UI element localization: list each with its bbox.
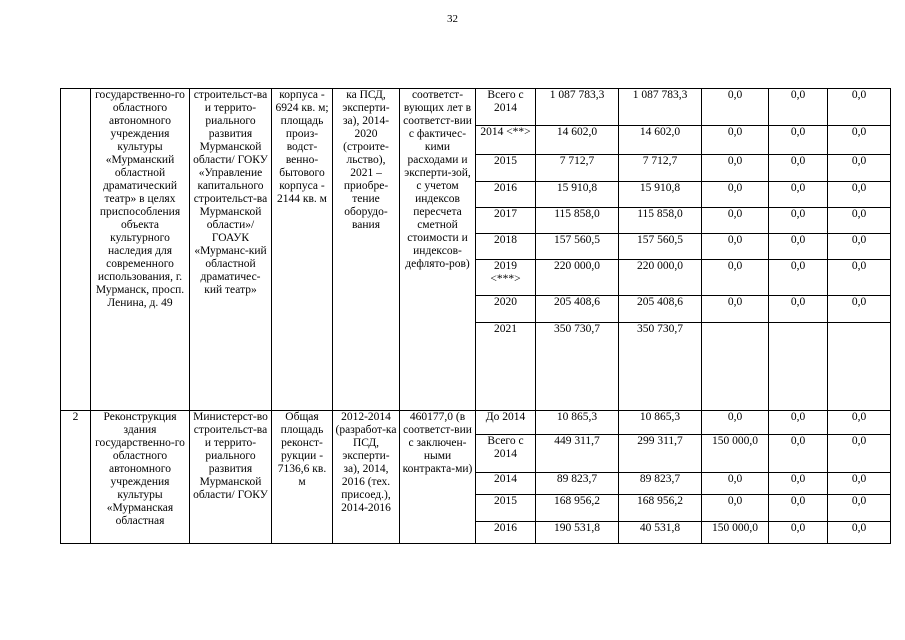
year-cell: Всего с 2014: [476, 89, 536, 126]
municipal-budget-cell: 0,0: [769, 234, 828, 260]
total-amount-cell: 350 730,7: [536, 323, 619, 411]
year-cell: 2015: [476, 495, 536, 522]
municipal-budget-cell: 0,0: [769, 296, 828, 323]
municipal-budget-cell: 0,0: [769, 522, 828, 544]
regional-budget-cell: 40 531,8: [619, 522, 702, 544]
year-cell: 2019 <***>: [476, 260, 536, 296]
total-amount-cell: 1 087 783,3: [536, 89, 619, 126]
cost-cell: соответст-вующих лет в соответст-вии с фактичес-кими расходами и эксперти-зой, с учетом индексов пересчета сметной стоимости и индексов-дефлято-ров): [400, 89, 476, 411]
municipal-budget-cell: 0,0: [769, 208, 828, 234]
year-cell: 2020: [476, 296, 536, 323]
year-cell: 2018: [476, 234, 536, 260]
municipal-budget-cell: 0,0: [769, 89, 828, 126]
organization-cell: Министерст-во строительст-ва и террито-риального развития Мурманской области/ ГОКУ: [190, 411, 272, 544]
other-sources-cell: 0,0: [828, 126, 891, 155]
other-sources-cell: 0,0: [828, 208, 891, 234]
total-amount-cell: 10 865,3: [536, 411, 619, 435]
year-cell: 2016: [476, 522, 536, 544]
year-cell: 2017: [476, 208, 536, 234]
table-body: [61, 89, 891, 544]
year-cell: Всего с 2014: [476, 435, 536, 473]
federal-budget-cell: 0,0: [702, 411, 769, 435]
regional-budget-cell: 168 956,2: [619, 495, 702, 522]
other-sources-cell: 0,0: [828, 473, 891, 495]
total-amount-cell: 190 531,8: [536, 522, 619, 544]
other-sources-cell: 0,0: [828, 182, 891, 208]
regional-budget-cell: 10 865,3: [619, 411, 702, 435]
federal-budget-cell: 0,0: [702, 296, 769, 323]
period-cell: ка ПСД, эксперти-за), 2014-2020 (строите-льство), 2021 – приобре-тение оборудо-вания: [333, 89, 400, 411]
municipal-budget-cell: 0,0: [769, 495, 828, 522]
municipal-budget-cell: 0,0: [769, 182, 828, 208]
row-index: [61, 89, 91, 411]
table-row: [61, 411, 891, 435]
year-cell: 2021: [476, 323, 536, 411]
project-name-cell: государственно-го областного автономного учреждения культуры «Мурманский областной драматический театр» в целях приспособления объекта культурного наследия для современного использования, г. Мурманск, просп. Ленина, д. 49: [91, 89, 190, 411]
period-cell: 2012-2014 (разработ-ка ПСД, эксперти-за), 2014, 2016 (тех. присоед.), 2014-2016: [333, 411, 400, 544]
federal-budget-cell: 0,0: [702, 260, 769, 296]
other-sources-cell: 0,0: [828, 522, 891, 544]
federal-budget-cell: 0,0: [702, 182, 769, 208]
project-name-cell: Реконструкция здания государственно-го областного автономного учреждения культуры «Мурманская областная: [91, 411, 190, 544]
regional-budget-cell: 157 560,5: [619, 234, 702, 260]
row-index: 2: [61, 411, 91, 544]
total-amount-cell: 15 910,8: [536, 182, 619, 208]
year-cell: 2014: [476, 473, 536, 495]
other-sources-cell: 0,0: [828, 411, 891, 435]
other-sources-cell: 0,0: [828, 155, 891, 182]
federal-budget-cell: 150 000,0: [702, 522, 769, 544]
federal-budget-cell: 0,0: [702, 473, 769, 495]
total-amount-cell: 220 000,0: [536, 260, 619, 296]
total-amount-cell: 157 560,5: [536, 234, 619, 260]
other-sources-cell: 0,0: [828, 260, 891, 296]
regional-budget-cell: 205 408,6: [619, 296, 702, 323]
capacity-cell: корпуса - 6924 кв. м; площадь произ-водст-венно-бытового корпуса - 2144 кв. м: [272, 89, 333, 411]
capacity-cell: Общая площадь реконст-рукции - 7136,6 кв. м: [272, 411, 333, 544]
federal-budget-cell: 0,0: [702, 155, 769, 182]
municipal-budget-cell: 0,0: [769, 260, 828, 296]
regional-budget-cell: 89 823,7: [619, 473, 702, 495]
regional-budget-cell: 15 910,8: [619, 182, 702, 208]
regional-budget-cell: 220 000,0: [619, 260, 702, 296]
other-sources-cell: 0,0: [828, 296, 891, 323]
total-amount-cell: 115 858,0: [536, 208, 619, 234]
total-amount-cell: 205 408,6: [536, 296, 619, 323]
page-number: 32: [447, 13, 458, 25]
organization-cell: строительст-ва и террито-риального развития Мурманской области/ ГОКУ «Управление капитального строительст-ва Мурманской области»/ ГОАУК «Мурманс-кий областной драматичес-кий театр»: [190, 89, 272, 411]
other-sources-cell: 0,0: [828, 435, 891, 473]
federal-budget-cell: 150 000,0: [702, 435, 769, 473]
year-cell: 2014 <**>: [476, 126, 536, 155]
total-amount-cell: 168 956,2: [536, 495, 619, 522]
federal-budget-cell: 0,0: [702, 234, 769, 260]
total-amount-cell: 7 712,7: [536, 155, 619, 182]
budget-table: [60, 88, 891, 544]
municipal-budget-cell: 0,0: [769, 435, 828, 473]
regional-budget-cell: 1 087 783,3: [619, 89, 702, 126]
municipal-budget-cell: 0,0: [769, 473, 828, 495]
federal-budget-cell: 0,0: [702, 126, 769, 155]
table-row: [61, 89, 891, 126]
regional-budget-cell: 115 858,0: [619, 208, 702, 234]
other-sources-cell: 0,0: [828, 495, 891, 522]
municipal-budget-cell: [769, 323, 828, 411]
total-amount-cell: 89 823,7: [536, 473, 619, 495]
regional-budget-cell: 299 311,7: [619, 435, 702, 473]
municipal-budget-cell: 0,0: [769, 126, 828, 155]
federal-budget-cell: [702, 323, 769, 411]
year-cell: До 2014: [476, 411, 536, 435]
other-sources-cell: 0,0: [828, 89, 891, 126]
federal-budget-cell: 0,0: [702, 208, 769, 234]
total-amount-cell: 14 602,0: [536, 126, 619, 155]
other-sources-cell: [828, 323, 891, 411]
other-sources-cell: 0,0: [828, 234, 891, 260]
federal-budget-cell: 0,0: [702, 89, 769, 126]
municipal-budget-cell: 0,0: [769, 411, 828, 435]
regional-budget-cell: 350 730,7: [619, 323, 702, 411]
cost-cell: 460177,0 (в соответст-вии с заключен-ными контракта-ми): [400, 411, 476, 544]
federal-budget-cell: 0,0: [702, 495, 769, 522]
regional-budget-cell: 7 712,7: [619, 155, 702, 182]
year-cell: 2016: [476, 182, 536, 208]
year-cell: 2015: [476, 155, 536, 182]
total-amount-cell: 449 311,7: [536, 435, 619, 473]
municipal-budget-cell: 0,0: [769, 155, 828, 182]
regional-budget-cell: 14 602,0: [619, 126, 702, 155]
